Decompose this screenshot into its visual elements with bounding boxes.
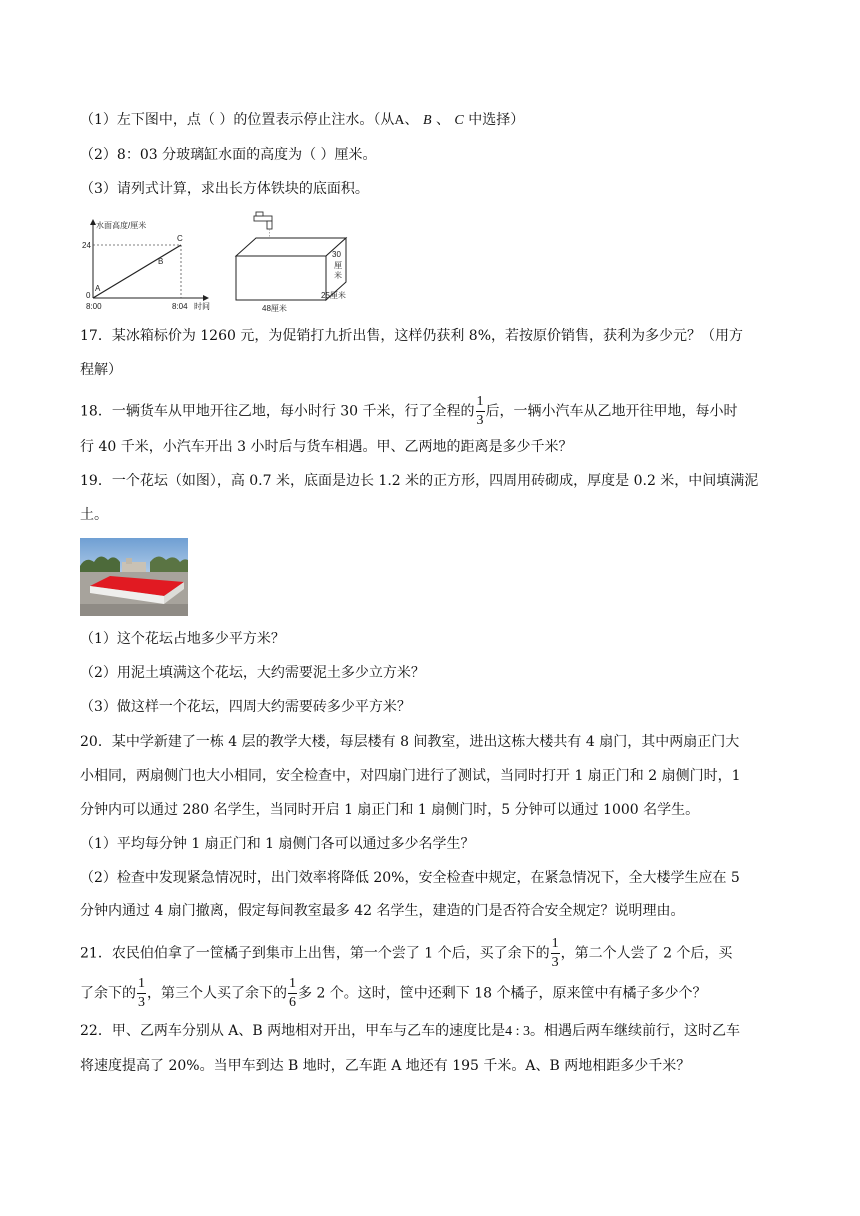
glass-tank-diagram — [228, 208, 358, 316]
option-b: B — [422, 113, 432, 128]
separator: 、 — [404, 112, 419, 128]
q16-part1-tail: 中选择） — [468, 112, 525, 128]
q21-line2 — [80, 977, 707, 1010]
tank-height-unit-2: 米 — [334, 271, 342, 280]
fraction-numerator: 1 — [137, 977, 146, 994]
q17-line1: 17．某冰箱标价为 1260 元，为促销打九折出售，这样仍获利 8%，若按原价销售，获利为多少元？（用方 — [80, 328, 744, 344]
fraction-denominator: 3 — [551, 955, 559, 970]
q18-line2: 行 40 千米，小汽车开出 3 小时后与货车相遇。甲、乙两地的距离是多少千米？ — [80, 439, 573, 455]
fraction-numerator: 1 — [551, 937, 560, 954]
origin-label: 0 — [86, 291, 91, 300]
y-tick-24: 24 — [82, 241, 91, 250]
water-level-line — [93, 245, 181, 298]
faucet-icon — [254, 212, 272, 238]
q18-line1-tail: 后，一辆小汽车从乙地开往甲地，每小时 — [485, 403, 738, 420]
q18-line1 — [80, 395, 738, 428]
point-a-label: A — [95, 284, 101, 293]
tank-depth-label: 25厘米 — [321, 291, 346, 300]
speed-ratio: 4 : 3 — [505, 1024, 531, 1039]
x-tick-804: 8:04 — [172, 302, 188, 311]
q18-line1-text: 18．一辆货车从甲地开往乙地，每小时行 30 千米，行了全程的 — [80, 403, 475, 420]
tank-front — [236, 256, 326, 300]
fraction-numerator: 1 — [288, 977, 297, 994]
q22-line1-text: 22．甲、乙两车分别从 A、B 两地相对开出，甲车与乙车的速度比是 — [80, 1023, 506, 1039]
q19-line1: 19．一个花坛（如图），高 0.7 米，底面是边长 1.2 米的正方形，四周用砖砌成，厚度是 0.2 米，中间填满泥 — [80, 473, 759, 489]
y-axis-label: 水面高度/厘米 — [96, 221, 147, 230]
q16-part1 — [80, 109, 524, 132]
q21-line1-text: 21．农民伯伯拿了一筐橘子到集市上出售，第一个尝了 1 个后，买了余下的 — [80, 945, 550, 962]
q22-line1-tail: 。相遇后两车继续前行，这时乙车 — [530, 1023, 741, 1039]
q16-part2: （2）8：03 分玻璃缸水面的高度为（ ）厘米。 — [80, 147, 377, 163]
fraction-one-third — [137, 977, 146, 1010]
q22-line1 — [80, 1020, 740, 1043]
q21-line2-mid: ，第三个人买了余下的 — [147, 985, 287, 1002]
q22-line2: 将速度提高了 20%。当甲车到达 B 地时，乙车距 A 地还有 195 千米。A、B 两地相距多少千米？ — [80, 1058, 691, 1074]
fraction-denominator: 3 — [138, 995, 145, 1010]
option-c: C — [454, 113, 464, 128]
q20-line3: 分钟内可以通过 280 名学生，当同时开启 1 扇正门和 1 扇侧门时，5 分钟可以通过 1000 名学生。 — [80, 802, 700, 818]
q21-line1-tail: ，第二个人尝了 2 个后，买 — [560, 945, 733, 962]
tank-width-label: 48厘米 — [262, 304, 287, 313]
q20-part1: （1）平均每分钟 1 扇正门和 1 扇侧门各可以通过多少名学生？ — [80, 836, 475, 852]
q20-part2-line1: （2）检查中发现紧急情况时，出门效率将降低 20%，安全检查中规定，在紧急情况下，全大楼学生应在 5 — [80, 870, 740, 886]
q19-line2: 土。 — [80, 507, 108, 523]
q16-part3: （3）请列式计算，求出长方体铁块的底面积。 — [80, 181, 369, 197]
fraction-one-sixth — [288, 977, 297, 1010]
q21-line1 — [80, 937, 732, 970]
q19-part3: （3）做这样一个花坛，四周大约需要砖多少平方米？ — [80, 699, 411, 715]
x-tick-800: 8:00 — [86, 302, 102, 311]
q21-line2-tail: 多 2 个。这时，筐中还剩下 18 个橘子，原来筐中有橘子多少个？ — [298, 985, 707, 1002]
fraction-denominator: 6 — [289, 995, 296, 1010]
tank-height-unit-1: 厘 — [334, 261, 342, 270]
fraction-denominator: 3 — [476, 413, 484, 428]
x-axis-label: 时间 — [194, 302, 210, 311]
fraction-numerator: 1 — [476, 395, 485, 412]
flower-bed-photo — [80, 538, 188, 616]
q21-line2-text: 了余下的 — [80, 985, 136, 1002]
q20-line2: 小相同，两扇侧门也大小相同，安全检查中，对四扇门进行了测试，当同时打开 1 扇正门和 2 扇侧门时，1 — [80, 768, 741, 784]
water-level-graph — [80, 216, 214, 314]
option-a: A — [394, 113, 405, 128]
point-c-label: C — [177, 234, 183, 243]
tank-height-value: 30 — [332, 250, 341, 259]
q16-part1-text: （1）左下图中，点（ ）的位置表示停止注水。（从 — [80, 112, 395, 128]
point-b-label: B — [158, 257, 164, 266]
separator: 、 — [435, 112, 450, 128]
q19-part1: （1）这个花坛占地多少平方米？ — [80, 631, 285, 647]
q20-part2-line2: 分钟内通过 4 扇门撤离，假定每间教室最多 42 名学生，建造的门是否符合安全规定？说明理由。 — [80, 903, 685, 919]
q20-line1: 20．某中学新建了一栋 4 层的教学大楼，每层楼有 8 间教室，进出这栋大楼共有 4 扇门，其中两扇正门大 — [80, 734, 740, 750]
q17-line2: 程解） — [80, 362, 122, 378]
fraction-one-third — [551, 937, 560, 970]
fraction-one-third — [476, 395, 485, 428]
q19-part2: （2）用泥土填满这个花坛，大约需要泥土多少立方米？ — [80, 665, 425, 681]
